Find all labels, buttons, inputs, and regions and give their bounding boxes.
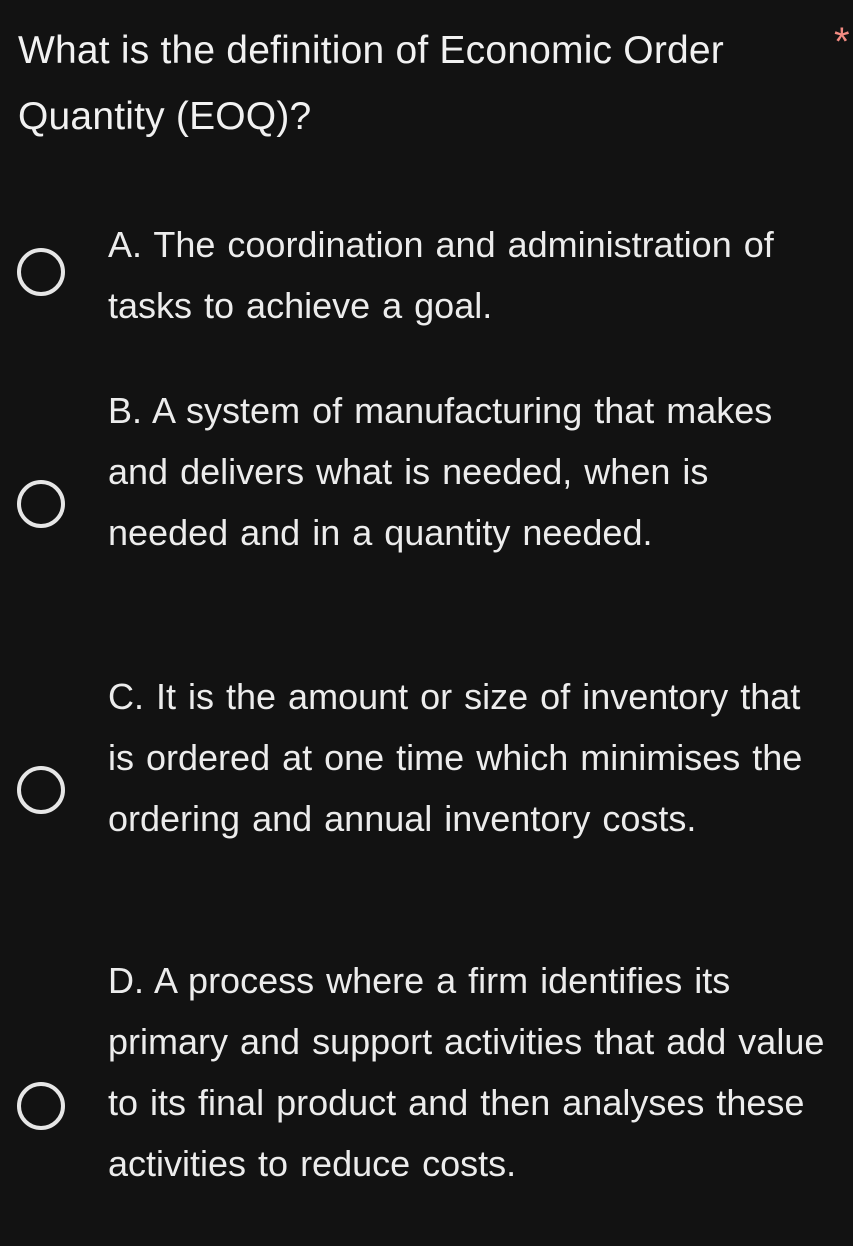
radio-circle-icon[interactable] <box>17 1082 65 1130</box>
question-title: What is the definition of Economic Order Quantity (EOQ)? <box>18 29 724 138</box>
required-marker: * <box>834 20 850 64</box>
option-c-label[interactable]: C. It is the amount or size of inventory that is ordered at one time which minimises the ordering and annual inventory costs. <box>108 676 803 839</box>
radio-circle-icon[interactable] <box>17 480 65 528</box>
radio-circle-icon[interactable] <box>17 766 65 814</box>
radio-circle-icon[interactable] <box>17 248 65 296</box>
option-d-label[interactable]: D. A process where a firm identifies its primary and support activities that add value to its final product and then analyses these activities to reduce costs. <box>108 960 825 1184</box>
option-a-label[interactable]: A. The coordination and administration of tasks to achieve a goal. <box>108 224 774 326</box>
option-b-label[interactable]: B. A system of manufacturing that makes and delivers what is needed, when is needed and in a quantity needed. <box>108 390 773 553</box>
